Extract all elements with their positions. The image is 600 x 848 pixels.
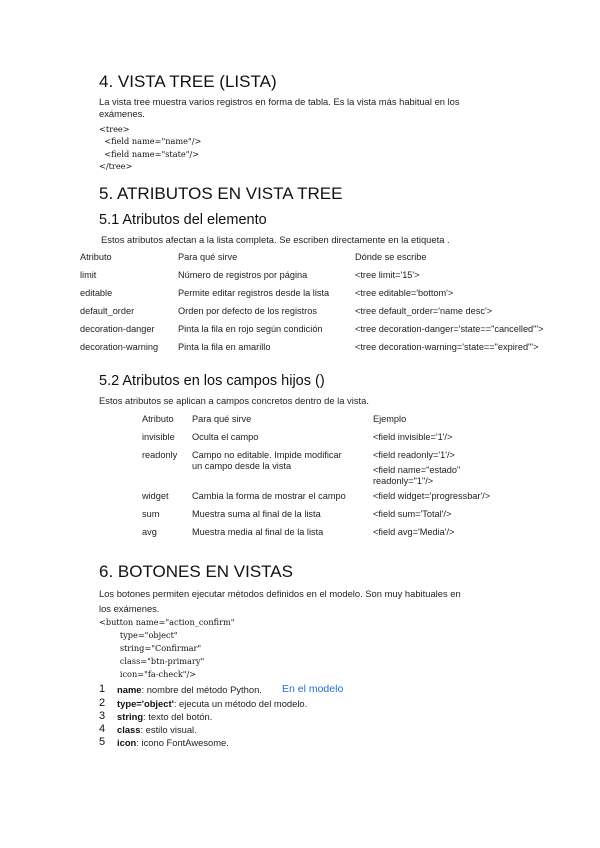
table-cell: invisible	[142, 432, 175, 442]
table-cell: <field widget='progressbar'/>	[373, 491, 491, 501]
tree-code-line: <tree>	[99, 124, 130, 134]
table-cell: un campo desde la vista	[192, 461, 292, 471]
table-cell: Oculta el campo	[192, 432, 259, 442]
table-cell: Muestra media al final de la lista	[192, 527, 324, 537]
list-item	[117, 684, 262, 695]
list-item	[117, 737, 229, 748]
subsection-5-2-intro: Estos atributos se aplican a campos concretos dentro de la vista.	[99, 395, 369, 406]
list-text: : ejecuta un método del modelo.	[173, 698, 308, 709]
table-cell: <tree limit='15'>	[355, 270, 420, 280]
subsection-5-1-title: 5.1 Atributos del elemento	[99, 212, 267, 228]
table-cell: <field name="estado"	[373, 465, 461, 475]
list-term: class	[117, 724, 141, 735]
table-cell: Permite editar registros desde la lista	[178, 288, 330, 298]
table-cell: Campo no editable. Impide modificar	[192, 450, 342, 460]
table-cell: Orden por defecto de los registros	[178, 306, 317, 316]
list-number: 1	[99, 683, 106, 695]
list-number: 3	[99, 710, 106, 722]
list-text: : estilo visual.	[140, 724, 197, 735]
table-cell: widget	[142, 491, 169, 501]
section-4-intro-line2: exámenes.	[99, 108, 145, 119]
list-item	[117, 711, 212, 722]
tree-code-line: <field name="name"/>	[99, 136, 202, 146]
table-header-cell: Para qué sirve	[192, 414, 252, 424]
table-cell: <tree default_order='name desc'>	[355, 306, 493, 316]
table-cell: readonly	[142, 450, 178, 460]
button-code-line: <button name="action_confirm"	[99, 617, 235, 627]
section-4-intro-line1: La vista tree muestra varios registros en forma de tabla. Es la vista más habitual en los	[99, 96, 460, 107]
section-6-intro-line2: los exámenes.	[99, 603, 160, 614]
table-cell: editable	[80, 288, 113, 298]
table-cell: Cambia la forma de mostrar el campo	[192, 491, 346, 501]
table-cell: <tree editable='bottom'>	[355, 288, 454, 298]
list-term: icon	[117, 737, 137, 748]
list-number: 2	[99, 697, 106, 709]
section-6-intro-line1: Los botones permiten ejecutar métodos definidos en el modelo. Son muy habituales en	[99, 588, 461, 599]
section-5-title: 5. ATRIBUTOS EN VISTA TREE	[99, 184, 343, 203]
table-cell: sum	[142, 509, 160, 519]
tree-code-line: </tree>	[99, 161, 133, 171]
list-text: : texto del botón.	[143, 711, 213, 722]
list-number: 5	[99, 736, 106, 748]
table-cell: <field avg='Media'/>	[373, 527, 455, 537]
list-item	[117, 724, 197, 735]
button-code-line: type="object"	[99, 630, 178, 640]
list-number: 4	[99, 723, 106, 735]
table-cell: <field sum='Total'/>	[373, 509, 452, 519]
table-cell: decoration-warning	[80, 342, 159, 352]
table-cell: <tree decoration-warning='state=="expired"'>	[355, 342, 539, 352]
model-note: En el modelo	[282, 683, 344, 695]
list-item	[117, 698, 307, 709]
tree-code-line: <field name="state"/>	[99, 149, 200, 159]
button-code-line: class="btn-primary"	[99, 656, 205, 666]
list-text: : icono FontAwesome.	[136, 737, 229, 748]
list-term: name	[117, 684, 142, 695]
table-header-cell: Atributo	[142, 414, 174, 424]
list-term: type='object'	[117, 698, 174, 709]
table-header-cell: Para qué sirve	[178, 252, 238, 262]
table-cell: readonly="1"/>	[373, 476, 434, 486]
section-4-title: 4. VISTA TREE (LISTA)	[99, 72, 277, 91]
button-code-line: icon="fa-check"/>	[99, 669, 197, 679]
table-cell: <tree decoration-danger='state=="cancelled"'>	[355, 324, 544, 334]
section-6-title: 6. BOTONES EN VISTAS	[99, 562, 293, 581]
table-cell: default_order	[80, 306, 135, 316]
table-cell: <field readonly='1'/>	[373, 450, 455, 460]
table-cell: Número de registros por página	[178, 270, 308, 280]
table-cell: avg	[142, 527, 157, 537]
subsection-5-1-intro: Estos atributos afectan a la lista completa. Se escriben directamente en la etiqueta .	[101, 234, 450, 245]
table-cell: Pinta la fila en amarillo	[178, 342, 271, 352]
table-cell: <field invisible='1'/>	[373, 432, 453, 442]
table-cell: decoration-danger	[80, 324, 155, 334]
table-cell: Muestra suma al final de la lista	[192, 509, 321, 519]
table-cell: limit	[80, 270, 97, 280]
list-term: string	[117, 711, 144, 722]
table-header-cell: Atributo	[80, 252, 112, 262]
table-header-cell: Ejemplo	[373, 414, 407, 424]
table-cell: Pinta la fila en rojo según condición	[178, 324, 323, 334]
table-header-cell: Dónde se escribe	[355, 252, 427, 262]
list-text: : nombre del método Python.	[141, 684, 262, 695]
subsection-5-2-title: 5.2 Atributos en los campos hijos ()	[99, 373, 325, 389]
button-code-line: string="Confirmar"	[99, 643, 202, 653]
